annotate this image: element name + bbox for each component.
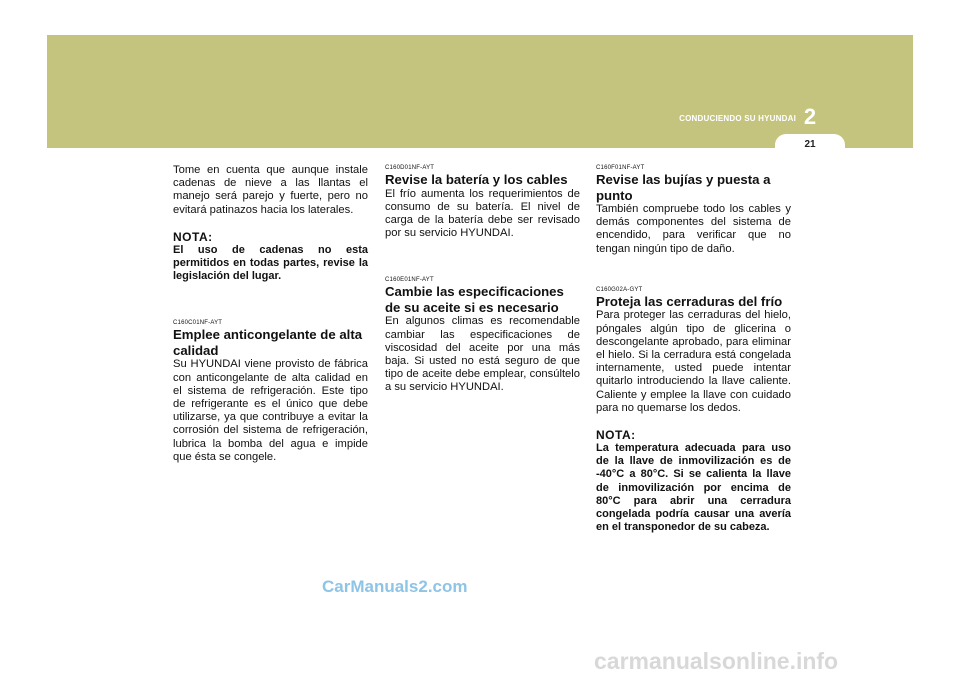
chapter-label: CONDUCIENDO SU HYUNDAI xyxy=(679,114,796,123)
section-heading: Revise la batería y los cables xyxy=(385,172,568,187)
column-3 xyxy=(596,164,791,534)
section-heading: Cambie las especificaciones de su aceite si es necesario xyxy=(385,284,564,315)
intro-paragraph: Tome en cuenta que aunque instale cadenas de nieve a las llantas el manejo será parejo y fuerte, pero no evitará patinazos hacia los laterales. xyxy=(173,164,368,216)
section-code: C160C01NF-AYT xyxy=(173,320,223,327)
nota-body: La temperatura adecuada para uso de la llave de inmovilización es de -40°C a 80°C. Si se calienta la llave de inmovilización por encima de 80°C para abrir una cerradura congelada podría causar una avería en el transponedor de su cabeza. xyxy=(596,441,791,534)
page-number: 21 xyxy=(804,139,816,150)
header-band xyxy=(47,35,913,148)
section-body: En algunos climas es recomendable cambiar las especificaciones de viscosidad del aceite por una más baja. Si usted no está seguro de que tipo de aceite debe emplear, consúltelo a su servicio HYUNDAI. xyxy=(385,315,580,394)
nota-title: NOTA: xyxy=(596,427,636,442)
section-body: También compruebe todo los cables y demás componentes del sistema de encendido, para verificar que no tengan ningún tipo de daño. xyxy=(596,203,791,255)
footer-watermark: carmanualsonline.info xyxy=(594,648,839,674)
column-1 xyxy=(173,164,368,464)
carmanuals-watermark: CarManuals2.com xyxy=(322,577,468,596)
section-code: C160E01NF-AYT xyxy=(385,277,434,284)
nota-title: NOTA: xyxy=(173,229,213,244)
section-body: Para proteger las cerraduras del hielo, póngales algún tipo de glicerina o descongelante aprobado, para eliminar el hielo. Si la cerradura está congelada internamente, usted puede intentar quitarlo introduciendo la llave caliente. Caliente y emplee la llave con cuidado para no quemarse los dedos. xyxy=(596,309,791,414)
section-code: C160D01NF-AYT xyxy=(385,165,435,171)
section-body: Su HYUNDAI viene provisto de fábrica con anticongelante de alta calidad en el sistema de refrigeración. Este tipo de refrigerante es el único que debe utilizarse, ya que contribuye a evitar la corrosión del sistema de refrigeración, lubrica la bomba del agua e impide que ésta se congele. xyxy=(173,358,368,463)
nota-body: El uso de cadenas no esta permitidos en todas partes, revise la legislación del lugar. xyxy=(173,243,368,283)
section-heading: Revise las bujías y puesta a punto xyxy=(596,172,771,203)
column-2 xyxy=(385,164,580,395)
section-heading: Proteja las cerraduras del frío xyxy=(596,293,783,309)
section-body: El frío aumenta los requerimientos de consumo de su batería. El nivel de carga de la batería debe ser revisado por su servicio HYUNDAI. xyxy=(385,187,580,240)
section-code: C160F01NF-AYT xyxy=(596,165,645,171)
section-heading: Emplee anticongelante de alta calidad xyxy=(173,327,363,358)
chapter-number: 2 xyxy=(803,104,817,129)
section-code: C160G02A-GYT xyxy=(596,286,643,293)
